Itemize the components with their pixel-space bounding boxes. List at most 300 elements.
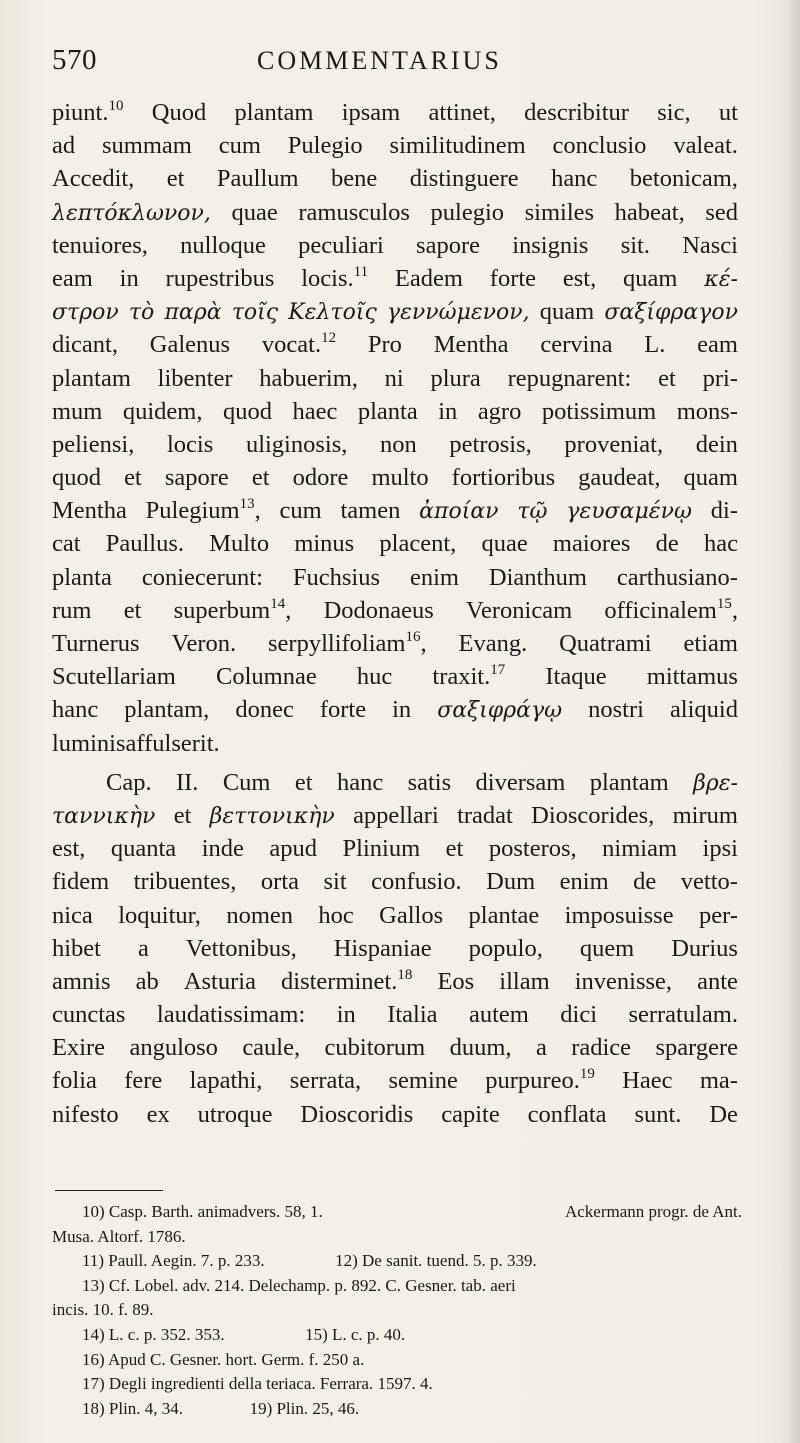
word-text: pulegio xyxy=(430,198,505,226)
word-text: Nasci xyxy=(682,231,738,259)
text-line xyxy=(52,561,738,594)
word-text: amnis xyxy=(52,967,111,995)
word xyxy=(392,693,411,726)
word-text: locis. xyxy=(301,264,354,292)
word xyxy=(478,395,522,428)
word xyxy=(353,799,439,832)
word xyxy=(699,899,738,932)
word-text: et xyxy=(173,801,192,829)
word-text: invenisse, xyxy=(574,967,673,995)
footnote-marker: $^{14}$, xyxy=(270,595,292,624)
word xyxy=(560,998,597,1031)
word xyxy=(358,395,418,428)
word xyxy=(531,799,654,832)
word xyxy=(696,428,738,461)
word xyxy=(262,328,336,361)
word xyxy=(693,766,738,799)
word-text: Cap. xyxy=(106,768,152,796)
word xyxy=(52,932,101,965)
word-text: Scutellariam xyxy=(52,663,176,691)
word xyxy=(644,328,665,361)
word-text: Dioscoridis xyxy=(300,1100,414,1128)
word xyxy=(164,295,221,328)
word xyxy=(671,932,738,965)
word xyxy=(542,395,656,428)
word-text: II. xyxy=(175,768,199,796)
word xyxy=(294,527,354,560)
word-text: et xyxy=(124,464,142,492)
word-text: tribuentes, xyxy=(133,868,237,896)
word-text: Haec xyxy=(622,1067,673,1095)
word-text: disterminet. xyxy=(281,967,398,995)
word xyxy=(136,965,159,998)
text-line xyxy=(52,328,738,361)
word-text: Paullus. xyxy=(105,530,185,558)
word xyxy=(469,998,529,1031)
word xyxy=(469,899,540,932)
word-text: est, xyxy=(52,835,86,863)
word-text: plantae xyxy=(468,901,540,929)
word xyxy=(290,1064,361,1097)
word-text: ad xyxy=(52,132,76,160)
word-text: dicant, xyxy=(52,331,118,359)
word-text: Fuchsius xyxy=(292,563,380,591)
word xyxy=(602,832,677,865)
word-text: planta xyxy=(357,397,418,425)
word xyxy=(371,865,462,898)
word-text: pri- xyxy=(702,364,738,392)
footnote-marker: 19 xyxy=(579,1066,595,1083)
word xyxy=(621,229,650,262)
word-text: quidem, xyxy=(122,397,203,425)
word xyxy=(703,832,738,865)
word-text: superbum xyxy=(173,596,271,624)
word-text: haec xyxy=(292,397,338,425)
word xyxy=(508,362,632,395)
word xyxy=(682,229,738,262)
word xyxy=(124,461,142,494)
word xyxy=(52,129,75,162)
word xyxy=(242,1031,300,1064)
word-text: attinet, xyxy=(428,99,496,126)
word xyxy=(486,865,535,898)
word xyxy=(719,96,738,129)
word xyxy=(124,594,142,627)
word-text: hibet xyxy=(52,934,101,962)
word xyxy=(52,899,93,932)
word-text: ni xyxy=(384,364,404,392)
word-text: Galenus xyxy=(149,331,231,359)
greek-word: ταννικὴν xyxy=(52,803,156,829)
word xyxy=(226,899,293,932)
footnotes xyxy=(52,1200,742,1421)
word xyxy=(174,594,292,627)
word-text: hanc xyxy=(52,696,99,724)
text-line xyxy=(52,965,738,998)
word-text: quae xyxy=(481,530,528,558)
word xyxy=(709,1098,738,1131)
word xyxy=(174,799,192,832)
word-text: hanc xyxy=(336,768,384,796)
word xyxy=(293,561,380,594)
text-line xyxy=(52,262,738,295)
word xyxy=(165,461,229,494)
word-text: ipsam xyxy=(341,99,401,126)
footnote-marker: 12 xyxy=(321,330,337,347)
word-text: nostri xyxy=(588,696,644,724)
word-text: betonicam, xyxy=(629,165,738,193)
word-text: Paullum xyxy=(216,165,299,193)
word xyxy=(52,527,81,560)
word xyxy=(152,96,206,129)
word-text: Durius xyxy=(671,934,738,962)
word-text: cubitorum xyxy=(324,1034,426,1062)
word xyxy=(124,1064,162,1097)
word-text: nica xyxy=(52,901,93,929)
word xyxy=(288,129,363,162)
word xyxy=(202,832,244,865)
word xyxy=(458,627,527,660)
word xyxy=(106,766,152,799)
word xyxy=(219,129,261,162)
footnote-marker: $^{15}$, xyxy=(716,595,738,624)
word xyxy=(269,832,317,865)
word-text: in xyxy=(438,397,458,425)
word xyxy=(437,693,562,726)
word xyxy=(387,295,530,328)
word xyxy=(697,965,738,998)
word xyxy=(324,594,434,627)
word xyxy=(457,799,513,832)
greek-word: βεττονικὴν xyxy=(209,803,335,829)
text-line xyxy=(52,295,738,328)
word-text: apud xyxy=(269,835,318,863)
word xyxy=(126,727,220,760)
word xyxy=(147,1098,170,1131)
word-text: Dioscorides, xyxy=(531,801,655,829)
word xyxy=(102,129,192,162)
word xyxy=(320,693,366,726)
word xyxy=(52,196,211,229)
word-text: ramusculos xyxy=(298,198,410,226)
word xyxy=(490,262,536,295)
word-text: eam xyxy=(52,264,93,292)
word xyxy=(489,832,577,865)
text-line xyxy=(52,799,738,832)
word-text: populo, xyxy=(468,934,543,962)
word-text: luminis xyxy=(52,729,126,757)
word-text: cat xyxy=(52,530,81,558)
word-text: utroque xyxy=(197,1100,273,1128)
word-text: et xyxy=(294,768,313,796)
word xyxy=(528,1098,607,1131)
word xyxy=(342,96,401,129)
word xyxy=(446,832,464,865)
word-text: similitudinem xyxy=(389,132,526,160)
word-text: Pulegio xyxy=(287,132,363,160)
footnote-marker: 10 xyxy=(108,97,124,114)
word-text: plantam, xyxy=(124,696,210,724)
text-line xyxy=(52,527,738,560)
word-text: serpyllifoliam xyxy=(268,630,406,657)
greek-word: λεπτόκλωνον, xyxy=(52,200,211,226)
word xyxy=(298,196,410,229)
word-text: officinalem xyxy=(604,596,717,624)
word-text: Turnerus xyxy=(52,630,140,657)
word-text: Eadem xyxy=(394,264,463,292)
word xyxy=(564,428,663,461)
word-text: planta xyxy=(52,563,112,591)
word-text: enim xyxy=(559,868,609,896)
text-line xyxy=(52,461,738,494)
word xyxy=(499,965,549,998)
word xyxy=(52,461,101,494)
word-text: sit. xyxy=(620,231,650,259)
word-text: ma- xyxy=(699,1067,738,1095)
word xyxy=(166,262,275,295)
word-text: diversam xyxy=(475,768,566,796)
word xyxy=(615,196,685,229)
word xyxy=(216,660,317,693)
word-text: similes xyxy=(524,198,595,226)
word xyxy=(246,428,347,461)
word xyxy=(52,162,134,195)
word-text: plantam xyxy=(52,364,131,392)
word xyxy=(52,865,109,898)
word-text: forte xyxy=(489,264,537,292)
footnote-rule xyxy=(55,1190,163,1191)
word-text: tenuiores, xyxy=(52,231,148,259)
word xyxy=(387,998,437,1031)
word-text: peculiari xyxy=(298,231,384,259)
word-text: donec xyxy=(235,696,294,724)
word-text: et xyxy=(123,596,142,624)
word xyxy=(252,461,270,494)
word-text: sit xyxy=(323,868,347,896)
text-line xyxy=(52,1098,738,1131)
word-text: Italia xyxy=(387,1001,438,1029)
word xyxy=(553,129,647,162)
word-text: huc xyxy=(356,663,393,691)
word xyxy=(331,162,377,195)
word xyxy=(111,832,176,865)
word-text: quanta xyxy=(110,835,177,863)
word xyxy=(395,262,463,295)
word xyxy=(681,865,738,898)
word-text: mum xyxy=(52,397,103,425)
word-text: quam xyxy=(539,298,595,326)
word xyxy=(190,1064,263,1097)
word-text: satis xyxy=(407,768,452,796)
word-text: quod xyxy=(52,464,101,492)
word xyxy=(223,766,271,799)
word xyxy=(124,693,209,726)
main-text xyxy=(52,96,738,1131)
word-text: ex xyxy=(146,1100,170,1128)
word xyxy=(704,527,738,560)
word-text: plantam xyxy=(589,768,669,796)
word xyxy=(52,693,98,726)
word xyxy=(575,965,672,998)
word xyxy=(235,96,314,129)
word xyxy=(703,362,738,395)
word-text: habuerim, xyxy=(259,364,358,392)
word-text: traxit. xyxy=(432,663,491,691)
word xyxy=(318,899,353,932)
word xyxy=(343,832,421,865)
word-text: rum xyxy=(52,596,92,624)
word xyxy=(441,1098,500,1131)
word-text: Columnae xyxy=(215,663,317,691)
word xyxy=(301,262,368,295)
word-text: Dianthum xyxy=(488,563,587,591)
word-text: mittamus xyxy=(646,663,738,691)
word-text: et xyxy=(445,835,464,863)
word xyxy=(52,1064,97,1097)
word xyxy=(634,1098,681,1131)
word-text: fidem xyxy=(52,868,110,896)
word xyxy=(677,395,738,428)
word xyxy=(52,328,118,361)
word-text: affulserit. xyxy=(125,729,220,757)
word xyxy=(560,865,609,898)
word xyxy=(52,395,102,428)
word-text: Dodonaeus xyxy=(323,596,434,624)
word-text: multo xyxy=(371,464,429,492)
word-text: Vettonibus, xyxy=(185,934,297,962)
word-text: serrata, xyxy=(289,1067,362,1095)
word-text: forte xyxy=(319,696,367,724)
text-line xyxy=(52,395,738,428)
greek-word: σαξίφραγον xyxy=(604,300,738,326)
word xyxy=(485,1064,595,1097)
word xyxy=(129,1031,217,1064)
word-text: plantam xyxy=(234,99,314,126)
footnote-marker: 11 xyxy=(353,263,369,280)
word-text: Plinium xyxy=(342,835,421,863)
word xyxy=(700,1064,738,1097)
word-text: loquitur, xyxy=(118,901,201,929)
word-text: coniecerunt: xyxy=(141,563,263,591)
word-text: de xyxy=(633,868,657,896)
word xyxy=(416,229,480,262)
word xyxy=(261,865,299,898)
word xyxy=(410,162,519,195)
word-text: ipsi xyxy=(702,835,738,863)
greek-word: κέ- xyxy=(704,266,738,292)
word-text: a xyxy=(137,934,149,962)
word-text: et xyxy=(251,464,270,492)
word-text: insignis xyxy=(512,231,589,259)
word-text: a xyxy=(535,1034,547,1062)
text-line xyxy=(52,727,738,760)
word xyxy=(430,362,480,395)
word xyxy=(657,96,690,129)
word xyxy=(134,865,237,898)
word-text: aliquid xyxy=(669,696,738,724)
word-text: Gallos xyxy=(379,901,444,929)
word xyxy=(146,494,261,527)
text-line xyxy=(52,162,738,195)
word xyxy=(390,129,526,162)
word xyxy=(432,660,505,693)
word-text: nulloque xyxy=(180,231,266,259)
word xyxy=(232,196,278,229)
word xyxy=(673,799,738,832)
word-text: in xyxy=(336,1001,356,1029)
text-line xyxy=(52,660,738,693)
word xyxy=(209,527,269,560)
word xyxy=(180,229,266,262)
word xyxy=(380,428,417,461)
word xyxy=(563,262,596,295)
word-text: ante xyxy=(697,967,738,995)
word-text: spargere xyxy=(655,1034,738,1062)
running-head: COMMENTARIUS xyxy=(257,46,502,75)
word-text: nimiam xyxy=(602,835,678,863)
text-line xyxy=(52,627,738,660)
word-text: tamen xyxy=(340,497,401,525)
word-text: Evang. xyxy=(458,630,528,657)
word xyxy=(450,1031,512,1064)
word-text: rupestribus xyxy=(165,264,275,292)
word-text: imposuisse xyxy=(564,901,674,929)
word xyxy=(235,693,294,726)
greek-word: στρον xyxy=(52,300,119,326)
word-text: appellari xyxy=(353,801,439,829)
word xyxy=(52,832,85,865)
word-text: caule, xyxy=(242,1034,301,1062)
word xyxy=(184,965,256,998)
word xyxy=(176,766,198,799)
word xyxy=(52,362,131,395)
word xyxy=(186,932,297,965)
word xyxy=(389,1064,458,1097)
word-text: uliginosis, xyxy=(245,430,348,458)
word-text: posteros, xyxy=(488,835,577,863)
word-text: mirum xyxy=(672,801,738,829)
word xyxy=(580,932,634,965)
footnote-marker: 18 xyxy=(397,966,413,983)
word xyxy=(617,561,738,594)
word xyxy=(123,395,203,428)
word xyxy=(138,932,149,965)
word-text: Eos xyxy=(437,967,475,995)
word-text: eam xyxy=(697,331,738,359)
word xyxy=(604,594,738,627)
word xyxy=(167,428,213,461)
footnote-marker: 17 xyxy=(490,662,506,679)
word xyxy=(553,527,631,560)
word xyxy=(337,766,383,799)
word xyxy=(711,494,738,527)
word xyxy=(379,527,456,560)
word xyxy=(52,561,112,594)
word-text: est, xyxy=(562,264,597,292)
word xyxy=(559,627,652,660)
word xyxy=(684,627,738,660)
word-text: quam xyxy=(683,464,738,492)
word xyxy=(466,594,572,627)
word xyxy=(588,693,644,726)
page-edge-shadow xyxy=(786,0,800,1443)
word xyxy=(431,196,505,229)
word xyxy=(340,494,400,527)
word-text: ut xyxy=(718,99,738,126)
word-text: summam xyxy=(102,132,192,160)
word-text: fortioribus xyxy=(451,464,556,492)
word xyxy=(536,1031,547,1064)
